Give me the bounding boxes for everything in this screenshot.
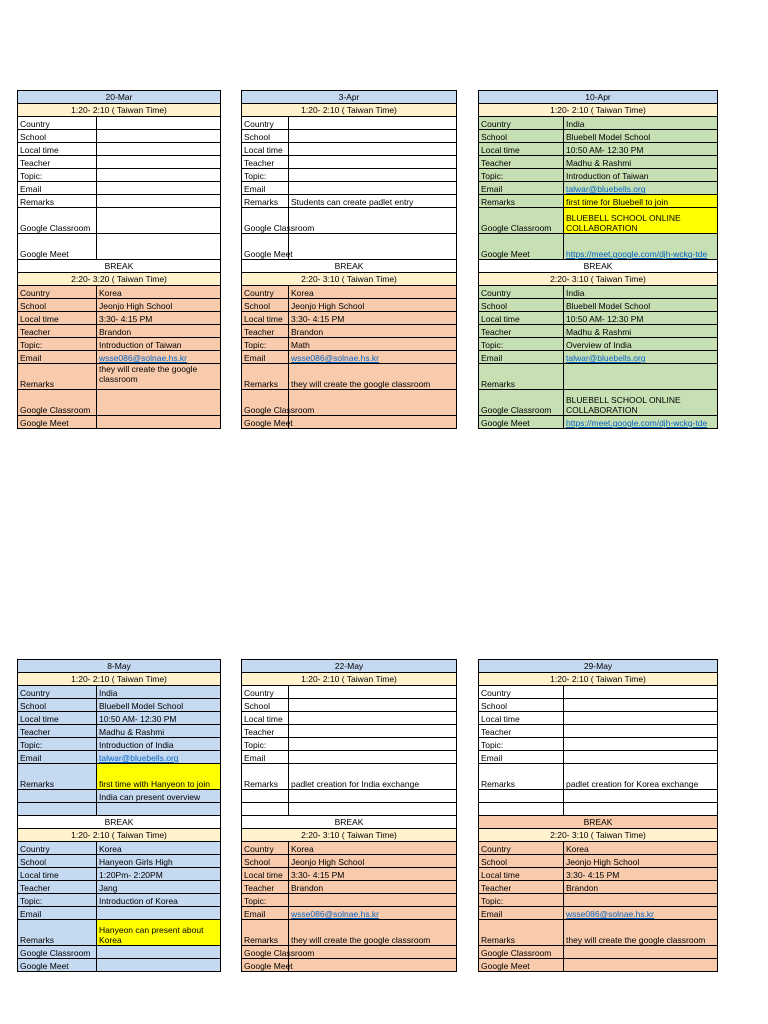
remarks-label: Remarks [242, 195, 289, 208]
country-value: Korea [97, 286, 221, 299]
teacher-label: Teacher [242, 325, 289, 338]
date-header: 20-Mar [18, 91, 221, 104]
schedule-22-may [241, 659, 457, 972]
google-classroom-label: Google Classroom [242, 946, 289, 959]
email-label: Email [242, 907, 289, 920]
google-meet-value [289, 234, 457, 260]
google-classroom-label [242, 790, 289, 803]
break-row: BREAK [479, 260, 718, 273]
break-row: BREAK [242, 260, 457, 273]
teacher-label: Teacher [479, 156, 564, 169]
country-value [289, 686, 457, 699]
teacher-label: Teacher [18, 881, 97, 894]
remarks-label: Remarks [242, 920, 289, 946]
google-meet-value [97, 416, 221, 429]
country-label: Country [242, 842, 289, 855]
school-label: School [18, 699, 97, 712]
teacher-label: Teacher [18, 325, 97, 338]
school-value: Bluebell Model School [564, 299, 718, 312]
teacher-value [289, 725, 457, 738]
google-meet-value [97, 959, 221, 972]
topic-label: Topic: [479, 894, 564, 907]
topic-label: Topic: [242, 738, 289, 751]
school-label: School [18, 130, 97, 143]
teacher-label: Teacher [18, 156, 97, 169]
local-time-label: Local time [18, 712, 97, 725]
topic-label: Topic: [242, 338, 289, 351]
teacher-value: Brandon [564, 881, 718, 894]
email-label: Email [242, 351, 289, 364]
remarks-value: first time for Bluebell to join [564, 195, 718, 208]
school-label: School [242, 299, 289, 312]
email-link[interactable]: wsse086@solnae.hs.kr [291, 353, 380, 363]
school-value: Jeonjo High School [97, 299, 221, 312]
date-header: 29-May [479, 660, 718, 673]
local-time-value [289, 712, 457, 725]
remarks-label: Remarks [18, 195, 97, 208]
email-link[interactable]: wsse086@solnae.hs.kr [566, 909, 655, 919]
google-classroom-label: Google Classroom [479, 208, 564, 234]
google-classroom-value: BLUEBELL SCHOOL ONLINE COLLABORATION [564, 390, 718, 416]
remarks-value: Students can create padlet entry [289, 195, 457, 208]
schedule-8-may [17, 659, 221, 972]
school-value: Bluebell Model School [564, 130, 718, 143]
country-label: Country [479, 117, 564, 130]
teacher-value: Madhu & Rashmi [564, 156, 718, 169]
remarks-label: Remarks [242, 764, 289, 790]
email-label: Email [479, 907, 564, 920]
local-time-label: Local time [479, 312, 564, 325]
teacher-label: Teacher [242, 725, 289, 738]
google-classroom-value [97, 208, 221, 234]
schedule-20-mar [17, 90, 221, 429]
google-meet-link[interactable]: https://meet.google.com/djh-wckg-tde [566, 418, 708, 428]
google-meet-label: Google Meet [18, 234, 97, 260]
email-label: Email [479, 182, 564, 195]
school-value [97, 130, 221, 143]
school-label: School [479, 299, 564, 312]
local-time-label: Local time [479, 712, 564, 725]
remarks-label: Remarks [18, 920, 97, 946]
local-time-label: Local time [18, 868, 97, 881]
email-label: Email [18, 907, 97, 920]
google-meet-label: Google Meet [242, 959, 289, 972]
email-label: Email [18, 351, 97, 364]
date-header: 22-May [242, 660, 457, 673]
school-value [564, 699, 718, 712]
remarks-value: they will create the google classroom [97, 364, 221, 390]
topic-value: Math [289, 338, 457, 351]
local-time-label: Local time [242, 143, 289, 156]
school-value: Jeonjo High School [289, 855, 457, 868]
topic-label: Topic: [479, 738, 564, 751]
local-time-value: 3:30- 4:15 PM [97, 312, 221, 325]
topic-value [289, 169, 457, 182]
local-time-value [564, 712, 718, 725]
school-label: School [479, 130, 564, 143]
teacher-value: Jang [97, 881, 221, 894]
break-row: BREAK [18, 260, 221, 273]
teacher-label: Teacher [479, 725, 564, 738]
teacher-value: Brandon [289, 325, 457, 338]
local-time-label: Local time [242, 712, 289, 725]
google-classroom-label: Google Classroom [242, 390, 289, 416]
topic-value [289, 894, 457, 907]
topic-label: Topic: [242, 894, 289, 907]
topic-value: Overview of India [564, 338, 718, 351]
school-label: School [479, 855, 564, 868]
session-2-time: 1:20- 2:10 ( Taiwan Time) [18, 829, 221, 842]
google-meet-label: Google Meet [18, 416, 97, 429]
google-classroom-value: BLUEBELL SCHOOL ONLINE COLLABORATION [564, 208, 718, 234]
country-label: Country [18, 286, 97, 299]
email-link[interactable]: wsse086@solnae.hs.kr [99, 353, 188, 363]
email-link[interactable]: talwar@bluebells.org [566, 353, 646, 363]
teacher-value: Madhu & Rashmi [564, 325, 718, 338]
google-classroom-label: Google Classroom [18, 390, 97, 416]
google-meet-value [289, 803, 457, 816]
school-value [289, 130, 457, 143]
remarks-label: Remarks [479, 764, 564, 790]
date-header: 3-Apr [242, 91, 457, 104]
school-value: Jeonjo High School [564, 855, 718, 868]
email-label: Email [18, 182, 97, 195]
country-label: Country [242, 117, 289, 130]
country-value: Korea [289, 842, 457, 855]
school-value: Bluebell Model School [97, 699, 221, 712]
topic-value [564, 738, 718, 751]
email-link[interactable]: talwar@bluebells.org [99, 753, 179, 763]
local-time-label: Local time [18, 312, 97, 325]
remarks-label: Remarks [479, 364, 564, 390]
school-value [289, 699, 457, 712]
country-value: Korea [97, 842, 221, 855]
remarks-value: they will create the google classroom [289, 364, 457, 390]
remarks-value [564, 364, 718, 390]
teacher-label: Teacher [242, 881, 289, 894]
school-value: Hanyeon Girls High [97, 855, 221, 868]
session-2-time: 2:20- 3:10 ( Taiwan Time) [479, 829, 718, 842]
google-meet-link[interactable]: https://meet.google.com/djh-wckg-tde [566, 249, 708, 259]
local-time-value: 3:30- 4:15 PM [564, 868, 718, 881]
teacher-value [289, 156, 457, 169]
teacher-value: Madhu & Rashmi [97, 725, 221, 738]
break-row: BREAK [479, 816, 718, 829]
google-classroom-value [289, 790, 457, 803]
country-label: Country [242, 286, 289, 299]
topic-value: Introduction of Taiwan [97, 338, 221, 351]
google-meet-value [97, 803, 221, 816]
local-time-value: 3:30- 4:15 PM [289, 868, 457, 881]
session-1-time: 1:20- 2:10 ( Taiwan Time) [242, 104, 457, 117]
email-value [97, 907, 221, 920]
google-meet-value [564, 803, 718, 816]
session-2-time: 2:20- 3:20 ( Taiwan Time) [18, 273, 221, 286]
google-classroom-value [97, 946, 221, 959]
topic-label: Topic: [479, 338, 564, 351]
remarks-label: Remarks [18, 764, 97, 790]
remarks-value: padlet creation for Korea exchange [564, 764, 718, 790]
email-value [289, 751, 457, 764]
topic-label: Topic: [242, 169, 289, 182]
school-label: School [242, 699, 289, 712]
teacher-value [564, 725, 718, 738]
local-time-label: Local time [242, 868, 289, 881]
school-label: School [242, 855, 289, 868]
local-time-label: Local time [479, 868, 564, 881]
google-meet-label: Google Meet [242, 416, 289, 429]
remarks-value [97, 195, 221, 208]
session-1-time: 1:20- 2:10 ( Taiwan Time) [479, 673, 718, 686]
local-time-value [97, 143, 221, 156]
topic-value: Introduction of India [97, 738, 221, 751]
google-meet-value [564, 959, 718, 972]
google-meet-label: Google Meet [479, 959, 564, 972]
session-1-time: 1:20- 2:10 ( Taiwan Time) [242, 673, 457, 686]
google-classroom-value: India can present overview [97, 790, 221, 803]
email-label: Email [242, 751, 289, 764]
topic-value [564, 894, 718, 907]
country-label: Country [18, 117, 97, 130]
topic-label: Topic: [479, 169, 564, 182]
google-classroom-label: Google Classroom [242, 208, 289, 234]
local-time-label: Local time [242, 312, 289, 325]
country-value: India [564, 117, 718, 130]
country-value [289, 117, 457, 130]
teacher-label: Teacher [242, 156, 289, 169]
email-value [97, 182, 221, 195]
topic-label: Topic: [18, 894, 97, 907]
google-classroom-label [18, 790, 97, 803]
break-row: BREAK [242, 816, 457, 829]
country-value: Korea [564, 842, 718, 855]
remarks-label: Remarks [479, 195, 564, 208]
email-label: Email [479, 351, 564, 364]
schedule-10-apr [478, 90, 718, 429]
country-label: Country [479, 686, 564, 699]
local-time-value: 1:20Pm- 2:20PM [97, 868, 221, 881]
remarks-value: they will create the google classroom [564, 920, 718, 946]
schedule-3-apr [241, 90, 457, 429]
google-meet-label [242, 803, 289, 816]
email-link[interactable]: talwar@bluebells.org [566, 184, 646, 194]
country-label: Country [479, 286, 564, 299]
google-meet-label: Google Meet [18, 959, 97, 972]
school-value: Jeonjo High School [289, 299, 457, 312]
session-1-time: 1:20- 2:10 ( Taiwan Time) [479, 104, 718, 117]
google-classroom-value [564, 790, 718, 803]
teacher-label: Teacher [479, 325, 564, 338]
topic-label: Topic: [18, 169, 97, 182]
country-label: Country [479, 842, 564, 855]
date-header: 8-May [18, 660, 221, 673]
local-time-label: Local time [479, 143, 564, 156]
google-meet-value [97, 234, 221, 260]
remarks-value: they will create the google classroom [289, 920, 457, 946]
teacher-label: Teacher [479, 881, 564, 894]
teacher-value: Brandon [289, 881, 457, 894]
topic-label: Topic: [18, 738, 97, 751]
session-2-time: 2:20- 3:10 ( Taiwan Time) [479, 273, 718, 286]
remarks-value: Hanyeon can present about Korea [97, 920, 221, 946]
country-label: Country [242, 686, 289, 699]
session-1-time: 1:20- 2:10 ( Taiwan Time) [18, 673, 221, 686]
break-row: BREAK [18, 816, 221, 829]
country-value [564, 686, 718, 699]
school-label: School [479, 699, 564, 712]
google-meet-value [289, 959, 457, 972]
email-value [289, 182, 457, 195]
google-classroom-label: Google Classroom [18, 208, 97, 234]
local-time-value [289, 143, 457, 156]
country-value: India [564, 286, 718, 299]
teacher-value [97, 156, 221, 169]
schedule-29-may [478, 659, 718, 972]
country-label: Country [18, 686, 97, 699]
topic-value: Introduction of Taiwan [564, 169, 718, 182]
topic-value [289, 738, 457, 751]
school-label: School [18, 299, 97, 312]
email-link[interactable]: wsse086@solnae.hs.kr [291, 909, 380, 919]
session-2-time: 2:20- 3:10 ( Taiwan Time) [242, 273, 457, 286]
remarks-label: Remarks [479, 920, 564, 946]
country-value: India [97, 686, 221, 699]
google-classroom-value [564, 946, 718, 959]
local-time-value: 10:50 AM- 12:30 PM [564, 143, 718, 156]
google-meet-label [18, 803, 97, 816]
google-classroom-value [97, 390, 221, 416]
google-meet-label: Google Meet [479, 234, 564, 260]
email-value [564, 751, 718, 764]
country-label: Country [18, 842, 97, 855]
local-time-value: 10:50 AM- 12:30 PM [97, 712, 221, 725]
google-meet-value [289, 416, 457, 429]
country-value: Korea [289, 286, 457, 299]
country-value [97, 117, 221, 130]
remarks-label: Remarks [18, 364, 97, 390]
email-label: Email [18, 751, 97, 764]
topic-value: Introduction of Korea [97, 894, 221, 907]
session-1-time: 1:20- 2:10 ( Taiwan Time) [18, 104, 221, 117]
email-label: Email [242, 182, 289, 195]
google-meet-label: Google Meet [242, 234, 289, 260]
email-label: Email [479, 751, 564, 764]
google-classroom-label: Google Classroom [18, 946, 97, 959]
local-time-label: Local time [18, 143, 97, 156]
teacher-label: Teacher [18, 725, 97, 738]
local-time-value: 3:30- 4:15 PM [289, 312, 457, 325]
teacher-value: Brandon [97, 325, 221, 338]
date-header: 10-Apr [479, 91, 718, 104]
local-time-value: 10:50 AM- 12:30 PM [564, 312, 718, 325]
remarks-value: padlet creation for India exchange [289, 764, 457, 790]
remarks-value: first time with Hanyeon to join [97, 764, 221, 790]
google-classroom-label: Google Classroom [479, 390, 564, 416]
topic-label: Topic: [18, 338, 97, 351]
school-label: School [18, 855, 97, 868]
school-label: School [242, 130, 289, 143]
google-classroom-label: Google Classroom [479, 946, 564, 959]
google-meet-label: Google Meet [479, 416, 564, 429]
remarks-label: Remarks [242, 364, 289, 390]
google-classroom-label [479, 790, 564, 803]
session-2-time: 2:20- 3:10 ( Taiwan Time) [242, 829, 457, 842]
topic-value [97, 169, 221, 182]
google-meet-label [479, 803, 564, 816]
